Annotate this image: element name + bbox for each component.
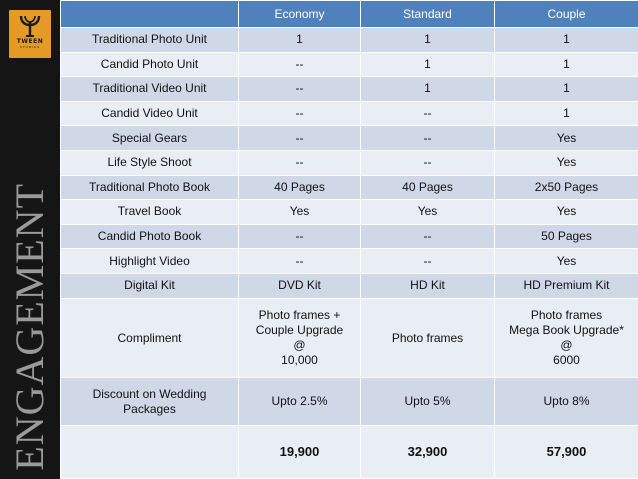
couple-cell: 1 (495, 28, 638, 53)
economy-cell: Yes (239, 200, 361, 225)
standard-cell: 1 (361, 52, 495, 77)
table-row (61, 249, 638, 274)
header-row (61, 1, 638, 28)
table-row (61, 200, 638, 225)
table-row (61, 52, 638, 77)
standard-cell: HD Kit (361, 273, 495, 298)
economy-cell: -- (239, 77, 361, 102)
couple-cell: 2x50 Pages (495, 175, 638, 200)
economy-cell: Upto 2.5% (239, 378, 361, 425)
table-row (61, 101, 638, 126)
cell-line: Discount on Wedding (92, 386, 207, 401)
header-couple: Couple (495, 1, 638, 28)
feature-cell: Traditional Video Unit (61, 77, 239, 102)
couple-cell: Yes (495, 150, 638, 175)
feature-cell: Traditional Photo Unit (61, 28, 239, 53)
economy-cell: 40 Pages (239, 175, 361, 200)
cell-line: Packages (123, 401, 176, 416)
cell-line: Photo frames (530, 308, 603, 322)
economy-cell: 1 (239, 28, 361, 53)
economy-cell: -- (239, 101, 361, 126)
economy-cell (239, 298, 361, 378)
economy-cell: DVD Kit (239, 273, 361, 298)
feature-cell: Highlight Video (61, 249, 239, 274)
couple-cell: 1 (495, 52, 638, 77)
feature-cell: Life Style Shoot (61, 150, 239, 175)
feature-cell: Compliment (61, 298, 239, 378)
standard-price: 32,900 (361, 425, 495, 478)
couple-cell: Upto 8% (495, 378, 638, 425)
couple-price: 57,900 (495, 425, 638, 478)
table-row (61, 224, 638, 249)
cell-line: Photo frames + (258, 308, 341, 322)
discount-row (61, 378, 638, 425)
standard-cell: 1 (361, 77, 495, 102)
feature-cell: Traditional Photo Book (61, 175, 239, 200)
economy-cell: -- (239, 52, 361, 77)
header-economy: Economy (239, 1, 361, 28)
standard-cell: Upto 5% (361, 378, 495, 425)
couple-cell: Yes (495, 249, 638, 274)
standard-cell: -- (361, 150, 495, 175)
cell-line: Couple Upgrade (255, 323, 344, 337)
standard-cell (361, 298, 495, 378)
couple-cell: 50 Pages (495, 224, 638, 249)
couple-cell (495, 298, 638, 378)
couple-cell: Yes (495, 126, 638, 151)
logo-mark-icon (19, 14, 41, 38)
couple-cell: 1 (495, 77, 638, 102)
economy-cell: -- (239, 126, 361, 151)
standard-cell: Yes (361, 200, 495, 225)
feature-cell: Digital Kit (61, 273, 239, 298)
cell-line: 6000 (553, 353, 580, 367)
standard-cell: 1 (361, 28, 495, 53)
feature-cell: Travel Book (61, 200, 239, 225)
logo-brand-text: TWEEN (16, 38, 44, 45)
cell-line: Photo frames (391, 330, 464, 345)
couple-cell: Yes (495, 200, 638, 225)
feature-cell (61, 425, 239, 478)
cell-line: @ (560, 338, 573, 352)
price-row (61, 425, 638, 478)
feature-cell: Candid Photo Unit (61, 52, 239, 77)
feature-cell (61, 378, 239, 425)
brand-logo (9, 10, 51, 58)
standard-cell: -- (361, 224, 495, 249)
table-row (61, 77, 638, 102)
sidebar-title-wrap (4, 171, 56, 471)
economy-price: 19,900 (239, 425, 361, 478)
standard-cell: -- (361, 249, 495, 274)
table-row (61, 28, 638, 53)
table-row (61, 273, 638, 298)
sidebar (0, 0, 60, 479)
standard-cell: -- (361, 101, 495, 126)
couple-cell: HD Premium Kit (495, 273, 638, 298)
table-row (61, 150, 638, 175)
cell-line: @ (293, 338, 306, 352)
logo-sub-text: STUDIOS (19, 45, 41, 49)
pricing-table (60, 0, 638, 479)
sidebar-title: ENGAGEMENT (7, 183, 52, 471)
economy-cell: -- (239, 224, 361, 249)
compliment-row (61, 298, 638, 378)
standard-cell: -- (361, 126, 495, 151)
table-row (61, 126, 638, 151)
couple-cell: 1 (495, 101, 638, 126)
header-standard: Standard (361, 1, 495, 28)
table-row (61, 175, 638, 200)
feature-cell: Candid Photo Book (61, 224, 239, 249)
feature-cell: Special Gears (61, 126, 239, 151)
economy-cell: -- (239, 150, 361, 175)
standard-cell: 40 Pages (361, 175, 495, 200)
cell-line: Mega Book Upgrade* (509, 323, 624, 337)
economy-cell: -- (239, 249, 361, 274)
header-feature (61, 1, 239, 28)
cell-line: 10,000 (281, 353, 318, 367)
feature-cell: Candid Video Unit (61, 101, 239, 126)
